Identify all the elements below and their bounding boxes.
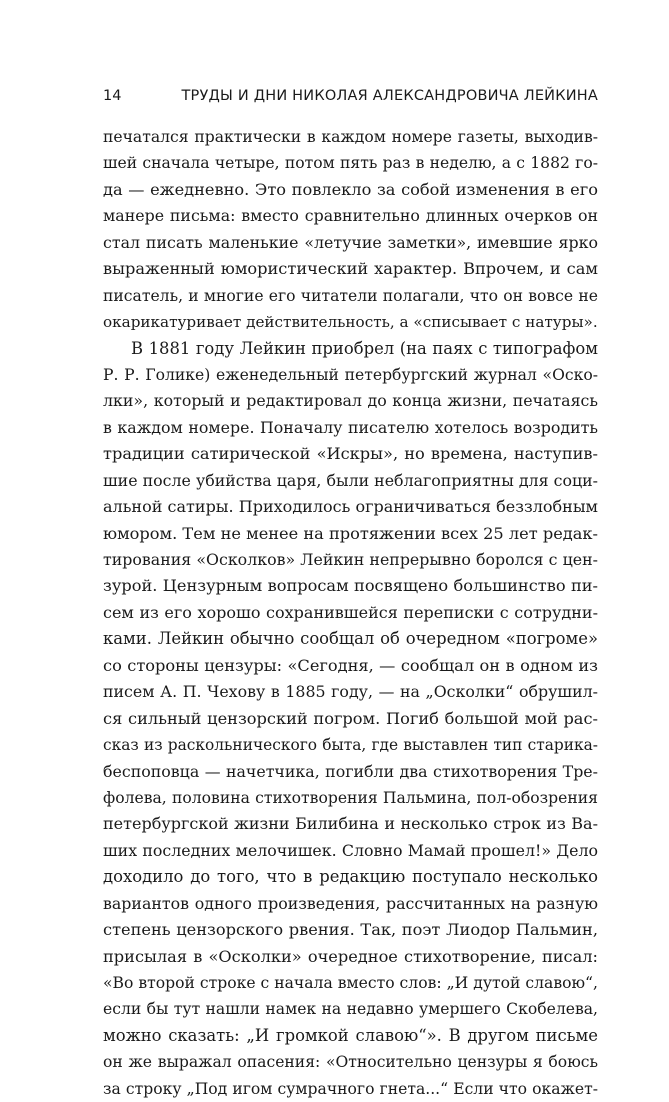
text-line: можно сказать: „И громкой славою“». В другом письме: [103, 1025, 598, 1045]
text-line: степень цензорского рвения. Так, поэт Лиодор Пальмин,: [103, 920, 598, 940]
text-line: традиции сатирической «Искры», но времена, наступив-: [103, 444, 598, 464]
text-line: В 1881 году Лейкин приобрел (на паях с типографом: [131, 338, 598, 358]
body-text: [103, 124, 598, 1102]
text-line: печатался практически в каждом номере газеты, выходив-: [103, 128, 598, 146]
text-line: он же выражал опасения: «Относительно цензуры я боюсь: [103, 1053, 598, 1072]
text-line: окарикатуривает действительность, а «списывает с натуры».: [103, 313, 598, 332]
text-line: со стороны цензуры: «Сегодня, — сообщал он в одном из: [103, 655, 598, 675]
text-line: присылая в «Осколки» очередное стихотворение, писал:: [103, 946, 598, 966]
page-number: 14: [103, 88, 122, 104]
text-line: ся сильный цензорский погром. Погиб большой мой рас-: [103, 708, 598, 728]
text-line: тирования «Осколков» Лейкин непрерывно боролся с цен-: [103, 550, 598, 569]
text-line: сказ из раскольнического быта, где выставлен тип старика-: [103, 736, 598, 755]
text-line: зурой. Цензурным вопросам посвящено большинство пи-: [103, 576, 598, 596]
text-line: писем А. П. Чехову в 1885 году, — на „Осколки“ обрушил-: [103, 682, 598, 702]
text-line: «Во второй строке с начала вместо слов: „И дутой славою“,: [103, 974, 598, 992]
text-line: стал писать маленькие «летучие заметки», имевшие ярко: [103, 232, 598, 252]
text-line: доходило до того, что в редакцию поступало несколько: [103, 867, 598, 887]
text-line: сем из его хорошо сохранившейся переписки с сотрудни-: [103, 602, 598, 622]
text-line: писатель, и многие его читатели полагали, что он вовсе не: [103, 286, 598, 305]
text-line: юмором. Тем не менее на протяжении всех 25 лет редак-: [103, 523, 598, 543]
text-line: ших последних мелочишек. Словно Мамай прошел!» Дело: [103, 840, 598, 860]
text-line: фолева, половина стихотворения Пальмина, пол-обозрения: [103, 788, 598, 807]
running-head: [103, 88, 598, 104]
text-line: лки», который и редактировал до конца жизни, печатаясь: [103, 391, 598, 411]
text-line: шие после убийства царя, были неблагоприятны для соци-: [103, 470, 598, 490]
text-line: ками. Лейкин обычно сообщал об очередном «погроме»: [103, 629, 598, 649]
text-line: манере письма: вместо сравнительно длинных очерков он: [103, 206, 598, 226]
text-line: да — ежедневно. Это повлекло за собой изменения в его: [103, 179, 598, 199]
text-line: если бы тут нашли намек на недавно умершего Скобелева,: [103, 1000, 598, 1019]
text-line: петербургской жизни Билибина и несколько строк из Ва-: [103, 814, 598, 834]
text-line: беспоповца — начетчика, погибли два стихотворения Тре-: [103, 761, 598, 781]
text-line: в каждом номере. Поначалу писателю хотелось возродить: [103, 417, 598, 437]
text-line: альной сатиры. Приходилось ограничиваться беззлобным: [103, 497, 598, 517]
text-line: за строку „Под игом сумрачного гнета...“ Если что окажет-: [103, 1079, 598, 1098]
text-line: выраженный юмористический характер. Впрочем, и сам: [103, 259, 598, 279]
text-line: Р. Р. Голике) еженедельный петербургский журнал «Оско-: [103, 365, 598, 384]
text-line: вариантов одного произведения, рассчитанных на разную: [103, 893, 598, 913]
text-line: шей сначала четыре, потом пять раз в неделю, а с 1882 го-: [103, 154, 598, 173]
running-title: ТРУДЫ И ДНИ НИКОЛАЯ АЛЕКСАНДРОВИЧА ЛЕЙКИНА: [181, 88, 598, 104]
